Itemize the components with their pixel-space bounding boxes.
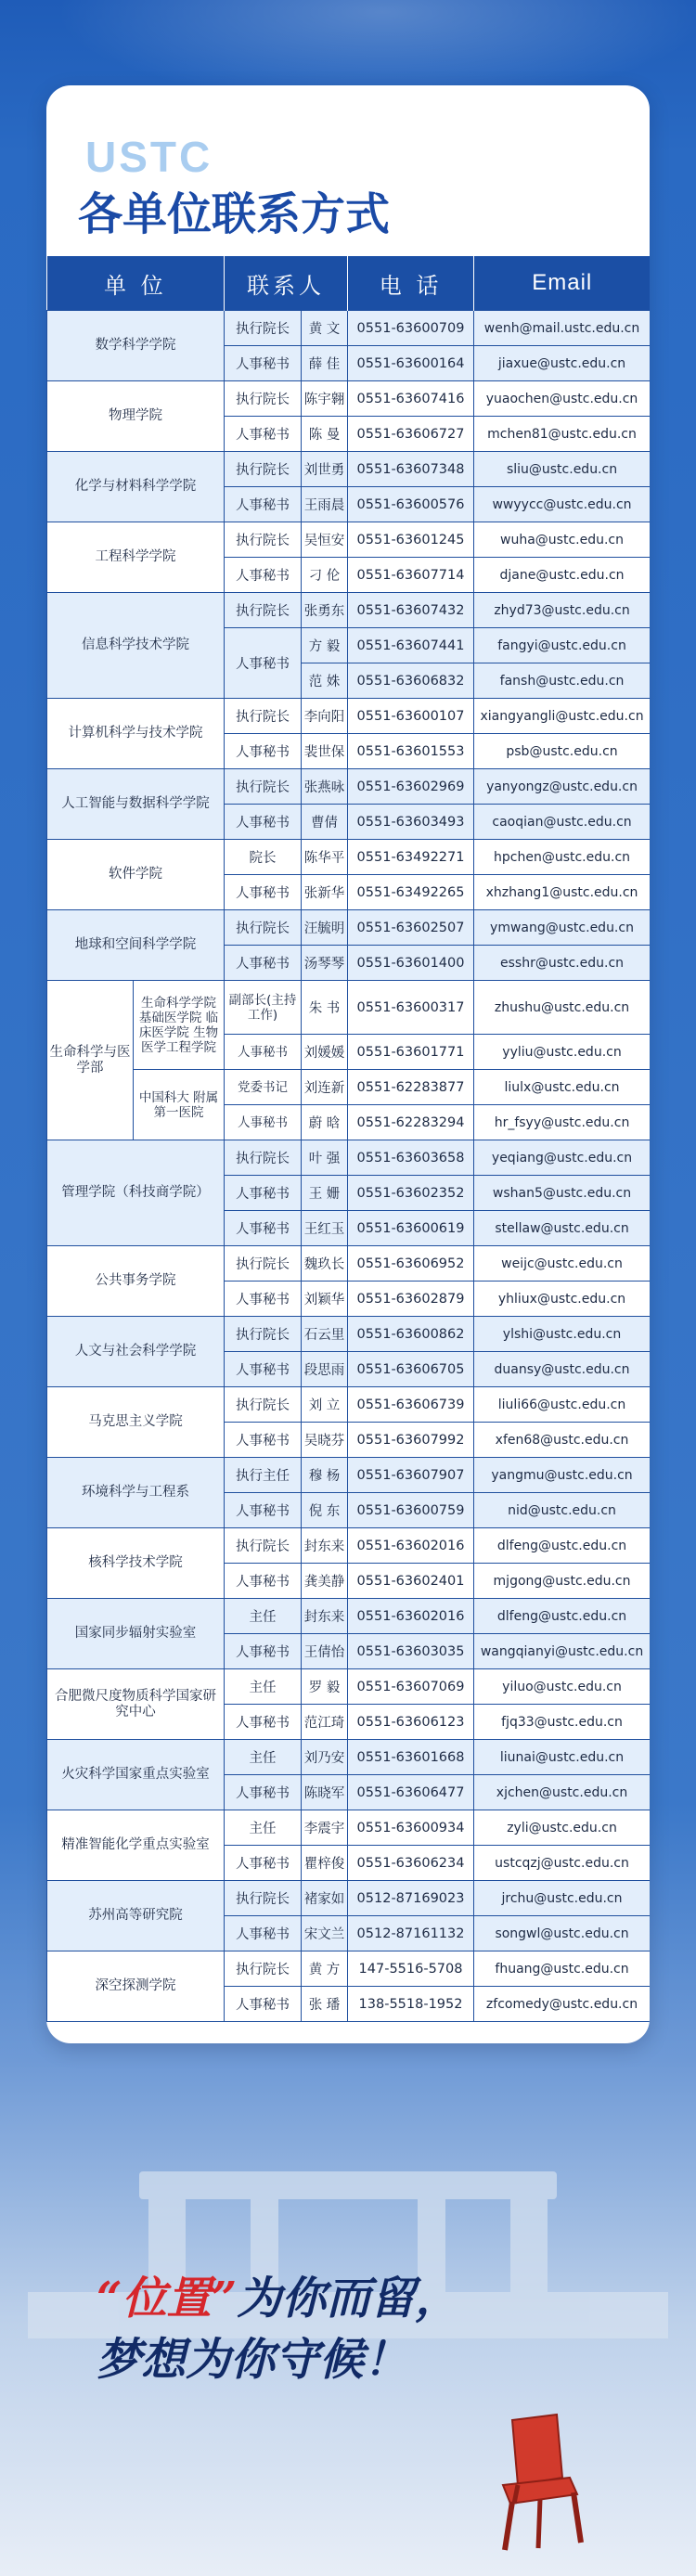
email-cell: stellaw@ustc.edu.cn xyxy=(474,1211,650,1246)
row-title-cell: 执行院长 xyxy=(225,1951,302,1987)
unit-name-cell: 人工智能与数据科学学院 xyxy=(47,769,225,840)
row-title-cell: 执行院长 xyxy=(225,1528,302,1564)
email-cell: sliu@ustc.edu.cn xyxy=(474,452,650,487)
slogan-quote-close: ” xyxy=(211,2273,238,2325)
phone-cell: 0551-63601668 xyxy=(348,1740,474,1775)
email-cell: fhuang@ustc.edu.cn xyxy=(474,1951,650,1987)
page-title: 各单位联系方式 xyxy=(78,188,391,240)
phone-cell: 0551-63602969 xyxy=(348,769,474,805)
table-row xyxy=(47,1317,651,1352)
sub-unit-cell: 中国科大 附属第一医院 xyxy=(134,1070,225,1140)
email-cell: yuaochen@ustc.edu.cn xyxy=(474,381,650,417)
phone-cell: 0551-63600107 xyxy=(348,699,474,734)
phone-cell: 0551-63606123 xyxy=(348,1705,474,1740)
contact-name-cell: 刘颖华 xyxy=(302,1282,348,1317)
contact-name-cell: 龚美静 xyxy=(302,1564,348,1599)
email-cell: hr_fsyy@ustc.edu.cn xyxy=(474,1105,650,1140)
row-title-cell: 人事秘书 xyxy=(225,1352,302,1387)
email-cell: jiaxue@ustc.edu.cn xyxy=(474,346,650,381)
row-title-cell: 人事秘书 xyxy=(225,1105,302,1140)
brand-text: USTC xyxy=(85,133,213,181)
contact-name-cell: 吴恒安 xyxy=(302,522,348,558)
table-row xyxy=(47,1528,651,1564)
contact-name-cell: 段思雨 xyxy=(302,1352,348,1387)
unit-name-cell: 深空探测学院 xyxy=(47,1951,225,2022)
email-cell: zhyd73@ustc.edu.cn xyxy=(474,593,650,628)
row-title-cell: 主任 xyxy=(225,1740,302,1775)
email-cell: caoqian@ustc.edu.cn xyxy=(474,805,650,840)
contact-name-cell: 张勇东 xyxy=(302,593,348,628)
phone-cell: 0551-63602016 xyxy=(348,1528,474,1564)
contact-name-cell: 裴世保 xyxy=(302,734,348,769)
row-title-cell: 人事秘书 xyxy=(225,1916,302,1951)
unit-name-cell: 合肥微尺度物质科学国家研究中心 xyxy=(47,1669,225,1740)
contact-name-cell: 封东来 xyxy=(302,1528,348,1564)
contact-name-cell: 刘乃安 xyxy=(302,1740,348,1775)
phone-cell: 0551-63603658 xyxy=(348,1140,474,1176)
row-title-cell: 主任 xyxy=(225,1810,302,1846)
row-title-cell: 人事秘书 xyxy=(225,1176,302,1211)
row-title-cell: 人事秘书 xyxy=(225,805,302,840)
table-row xyxy=(47,593,651,628)
row-title-cell: 人事秘书 xyxy=(225,1423,302,1458)
contact-name-cell: 陈宇翱 xyxy=(302,381,348,417)
phone-cell: 0551-63606234 xyxy=(348,1846,474,1881)
row-title-cell: 人事秘书 xyxy=(225,1705,302,1740)
row-title-cell: 人事秘书 xyxy=(225,1211,302,1246)
contact-name-cell: 王 姗 xyxy=(302,1176,348,1211)
unit-name-cell: 管理学院（科技商学院） xyxy=(47,1140,225,1246)
row-title-cell: 人事秘书 xyxy=(225,558,302,593)
unit-name-cell: 信息科学技术学院 xyxy=(47,593,225,699)
unit-name-cell: 工程科学学院 xyxy=(47,522,225,593)
email-cell: yiluo@ustc.edu.cn xyxy=(474,1669,650,1705)
contact-name-cell: 陈晓军 xyxy=(302,1775,348,1810)
contact-name-cell: 刘 立 xyxy=(302,1387,348,1423)
contact-name-cell: 蔚 晗 xyxy=(302,1105,348,1140)
contact-name-cell: 薛 佳 xyxy=(302,346,348,381)
row-title-cell: 执行院长 xyxy=(225,452,302,487)
contact-name-cell: 黄 文 xyxy=(302,311,348,346)
table-row xyxy=(47,452,651,487)
phone-cell: 0551-63601553 xyxy=(348,734,474,769)
email-cell: nid@ustc.edu.cn xyxy=(474,1493,650,1528)
contact-name-cell: 宋文兰 xyxy=(302,1916,348,1951)
row-title-cell: 人事秘书 xyxy=(225,1987,302,2022)
phone-cell: 0551-63601245 xyxy=(348,522,474,558)
email-cell: fangyi@ustc.edu.cn xyxy=(474,628,650,663)
phone-cell: 0551-63602016 xyxy=(348,1599,474,1634)
contact-name-cell: 魏玖长 xyxy=(302,1246,348,1282)
unit-name-cell: 软件学院 xyxy=(47,840,225,910)
email-cell: liulx@ustc.edu.cn xyxy=(474,1070,650,1105)
contact-name-cell: 倪 东 xyxy=(302,1493,348,1528)
col-header-phone: 电 话 xyxy=(348,256,474,311)
contact-name-cell: 刘媛媛 xyxy=(302,1035,348,1070)
unit-name-cell: 化学与材料科学学院 xyxy=(47,452,225,522)
phone-cell: 0551-63600934 xyxy=(348,1810,474,1846)
row-title-cell: 执行院长 xyxy=(225,1317,302,1352)
contact-name-cell: 张 璠 xyxy=(302,1987,348,2022)
row-title-cell: 执行院长 xyxy=(225,1246,302,1282)
phone-cell: 0551-63600576 xyxy=(348,487,474,522)
card-header xyxy=(46,85,650,256)
phone-cell: 0551-63607348 xyxy=(348,452,474,487)
email-cell: fjq33@ustc.edu.cn xyxy=(474,1705,650,1740)
email-cell: wenh@mail.ustc.edu.cn xyxy=(474,311,650,346)
red-chair-icon xyxy=(484,2413,586,2552)
row-title-cell: 执行院长 xyxy=(225,1387,302,1423)
col-header-unit: 单 位 xyxy=(47,256,225,311)
phone-cell: 0551-63606832 xyxy=(348,663,474,699)
email-cell: zhushu@ustc.edu.cn xyxy=(474,981,650,1035)
row-title-cell: 人事秘书 xyxy=(225,1035,302,1070)
contact-name-cell: 王雨晨 xyxy=(302,487,348,522)
unit-name-cell: 计算机科学与技术学院 xyxy=(47,699,225,769)
table-row xyxy=(47,769,651,805)
phone-cell: 0551-63607714 xyxy=(348,558,474,593)
row-title-cell: 人事秘书 xyxy=(225,1493,302,1528)
row-title-cell: 执行主任 xyxy=(225,1458,302,1493)
table-row xyxy=(47,311,651,346)
row-title-cell: 人事秘书 xyxy=(225,346,302,381)
contact-name-cell: 汪毓明 xyxy=(302,910,348,946)
phone-cell: 0551-63603035 xyxy=(348,1634,474,1669)
row-title-cell: 人事秘书 xyxy=(225,734,302,769)
email-cell: djane@ustc.edu.cn xyxy=(474,558,650,593)
slogan-quote-open: “ xyxy=(97,2273,122,2325)
contact-name-cell: 张新华 xyxy=(302,875,348,910)
phone-cell: 0551-63602879 xyxy=(348,1282,474,1317)
email-cell: ymwang@ustc.edu.cn xyxy=(474,910,650,946)
email-cell: esshr@ustc.edu.cn xyxy=(474,946,650,981)
row-title-cell: 执行院长 xyxy=(225,311,302,346)
email-cell: mchen81@ustc.edu.cn xyxy=(474,417,650,452)
contact-name-cell: 刁 伦 xyxy=(302,558,348,593)
email-cell: yeqiang@ustc.edu.cn xyxy=(474,1140,650,1176)
email-cell: liuli66@ustc.edu.cn xyxy=(474,1387,650,1423)
table-row xyxy=(47,1951,651,1987)
email-cell: ylshi@ustc.edu.cn xyxy=(474,1317,650,1352)
email-cell: psb@ustc.edu.cn xyxy=(474,734,650,769)
row-title-cell: 人事秘书 xyxy=(225,628,302,699)
contact-name-cell: 陈华平 xyxy=(302,840,348,875)
contact-name-cell: 范江琦 xyxy=(302,1705,348,1740)
unit-name-cell: 地球和空间科学学院 xyxy=(47,910,225,981)
table-row xyxy=(47,699,651,734)
phone-cell: 0551-62283877 xyxy=(348,1070,474,1105)
contact-name-cell: 刘世勇 xyxy=(302,452,348,487)
contact-card xyxy=(46,85,650,2043)
col-header-contact: 联系人 xyxy=(225,256,348,311)
table-row xyxy=(47,1810,651,1846)
contact-name-cell: 刘连新 xyxy=(302,1070,348,1105)
row-title-cell: 院长 xyxy=(225,840,302,875)
table-row xyxy=(47,840,651,875)
phone-cell: 0551-63607416 xyxy=(348,381,474,417)
row-title-cell: 执行院长 xyxy=(225,593,302,628)
phone-cell: 0551-63492265 xyxy=(348,875,474,910)
row-title-cell: 执行院长 xyxy=(225,381,302,417)
table-row xyxy=(47,1669,651,1705)
email-cell: jrchu@ustc.edu.cn xyxy=(474,1881,650,1916)
email-cell: hpchen@ustc.edu.cn xyxy=(474,840,650,875)
email-cell: yanyongz@ustc.edu.cn xyxy=(474,769,650,805)
row-title-cell: 人事秘书 xyxy=(225,875,302,910)
phone-cell: 0551-63606952 xyxy=(348,1246,474,1282)
row-title-cell: 党委书记 xyxy=(225,1070,302,1105)
phone-cell: 0551-62283294 xyxy=(348,1105,474,1140)
unit-name-cell: 苏州高等研究院 xyxy=(47,1881,225,1951)
email-cell: wangqianyi@ustc.edu.cn xyxy=(474,1634,650,1669)
table-row xyxy=(47,1740,651,1775)
email-cell: xfen68@ustc.edu.cn xyxy=(474,1423,650,1458)
row-title-cell: 执行院长 xyxy=(225,1140,302,1176)
phone-cell: 138-5518-1952 xyxy=(348,1987,474,2022)
email-cell: mjgong@ustc.edu.cn xyxy=(474,1564,650,1599)
unit-name-cell: 数学科学学院 xyxy=(47,311,225,381)
email-cell: xhzhang1@ustc.edu.cn xyxy=(474,875,650,910)
contact-name-cell: 曹倩 xyxy=(302,805,348,840)
phone-cell: 0551-63600862 xyxy=(348,1317,474,1352)
row-title-cell: 主任 xyxy=(225,1669,302,1705)
contact-name-cell: 方 毅 xyxy=(302,628,348,663)
row-title-cell: 执行院长 xyxy=(225,910,302,946)
phone-cell: 0551-63600164 xyxy=(348,346,474,381)
row-title-cell: 人事秘书 xyxy=(225,1775,302,1810)
email-cell: xjchen@ustc.edu.cn xyxy=(474,1775,650,1810)
unit-name-cell: 火灾科学国家重点实验室 xyxy=(47,1740,225,1810)
unit-name-cell: 物理学院 xyxy=(47,381,225,452)
table-row xyxy=(47,1387,651,1423)
row-title-cell: 人事秘书 xyxy=(225,417,302,452)
row-title-cell: 人事秘书 xyxy=(225,1282,302,1317)
slogan xyxy=(97,2268,459,2390)
email-cell: wshan5@ustc.edu.cn xyxy=(474,1176,650,1211)
email-cell: duansy@ustc.edu.cn xyxy=(474,1352,650,1387)
unit-name-cell: 环境科学与工程系 xyxy=(47,1458,225,1528)
email-cell: dlfeng@ustc.edu.cn xyxy=(474,1528,650,1564)
email-cell: yyliu@ustc.edu.cn xyxy=(474,1035,650,1070)
table-row xyxy=(47,381,651,417)
contact-name-cell: 王倩怡 xyxy=(302,1634,348,1669)
row-title-cell: 人事秘书 xyxy=(225,1846,302,1881)
contact-name-cell: 穆 杨 xyxy=(302,1458,348,1493)
phone-cell: 0551-63600759 xyxy=(348,1493,474,1528)
phone-cell: 0551-63600619 xyxy=(348,1211,474,1246)
contact-name-cell: 陈 曼 xyxy=(302,417,348,452)
contact-name-cell: 封东来 xyxy=(302,1599,348,1634)
row-title-cell: 执行院长 xyxy=(225,769,302,805)
contact-name-cell: 李震宇 xyxy=(302,1810,348,1846)
table-row xyxy=(47,981,651,1035)
row-title-cell: 人事秘书 xyxy=(225,946,302,981)
unit-name-cell: 生命科学与医学部 xyxy=(47,981,134,1140)
unit-name-cell: 国家同步辐射实验室 xyxy=(47,1599,225,1669)
email-cell: yhliux@ustc.edu.cn xyxy=(474,1282,650,1317)
phone-cell: 0551-63603493 xyxy=(348,805,474,840)
email-cell: songwl@ustc.edu.cn xyxy=(474,1916,650,1951)
table-row xyxy=(47,1458,651,1493)
email-cell: fansh@ustc.edu.cn xyxy=(474,663,650,699)
table-header-row xyxy=(47,256,651,311)
contact-name-cell: 褚家如 xyxy=(302,1881,348,1916)
table-row xyxy=(47,1140,651,1176)
email-cell: weijc@ustc.edu.cn xyxy=(474,1246,650,1282)
contact-name-cell: 瞿梓俊 xyxy=(302,1846,348,1881)
contacts-table xyxy=(46,256,650,2022)
row-title-cell: 执行院长 xyxy=(225,1881,302,1916)
phone-cell: 0551-63607069 xyxy=(348,1669,474,1705)
unit-name-cell: 核科学技术学院 xyxy=(47,1528,225,1599)
contact-name-cell: 吴晓芬 xyxy=(302,1423,348,1458)
phone-cell: 0551-63606477 xyxy=(348,1775,474,1810)
sub-unit-cell: 生命科学学院 基础医学院 临床医学院 生物医学工程学院 xyxy=(134,981,225,1070)
row-title-cell: 主任 xyxy=(225,1599,302,1634)
email-cell: liunai@ustc.edu.cn xyxy=(474,1740,650,1775)
email-cell: ustcqzj@ustc.edu.cn xyxy=(474,1846,650,1881)
phone-cell: 0551-63607441 xyxy=(348,628,474,663)
contact-name-cell: 王红玉 xyxy=(302,1211,348,1246)
email-cell: xiangyangli@ustc.edu.cn xyxy=(474,699,650,734)
row-title-cell: 执行院长 xyxy=(225,522,302,558)
email-cell: wwyycc@ustc.edu.cn xyxy=(474,487,650,522)
phone-cell: 0551-63600709 xyxy=(348,311,474,346)
phone-cell: 147-5516-5708 xyxy=(348,1951,474,1987)
phone-cell: 0551-63602352 xyxy=(348,1176,474,1211)
phone-cell: 0512-87161132 xyxy=(348,1916,474,1951)
table-row xyxy=(47,1070,651,1105)
contact-name-cell: 石云里 xyxy=(302,1317,348,1352)
contact-name-cell: 黄 方 xyxy=(302,1951,348,1987)
email-cell: dlfeng@ustc.edu.cn xyxy=(474,1599,650,1634)
phone-cell: 0551-63606739 xyxy=(348,1387,474,1423)
unit-name-cell: 马克思主义学院 xyxy=(47,1387,225,1458)
row-title-cell: 副部长(主持工作) xyxy=(225,981,302,1035)
slogan-line-1 xyxy=(97,2268,459,2329)
table-row xyxy=(47,522,651,558)
contact-name-cell: 范 姝 xyxy=(302,663,348,699)
slogan-line-2: 梦想为你守候！ xyxy=(97,2334,409,2386)
email-cell: zfcomedy@ustc.edu.cn xyxy=(474,1987,650,2022)
contact-name-cell: 叶 强 xyxy=(302,1140,348,1176)
row-title-cell: 人事秘书 xyxy=(225,1634,302,1669)
contact-name-cell: 李向阳 xyxy=(302,699,348,734)
phone-cell: 0551-63602401 xyxy=(348,1564,474,1599)
slogan-line-1-rest: 为你而留， xyxy=(237,2273,460,2325)
contact-name-cell: 朱 书 xyxy=(302,981,348,1035)
phone-cell: 0551-63606705 xyxy=(348,1352,474,1387)
row-title-cell: 人事秘书 xyxy=(225,487,302,522)
phone-cell: 0551-63600317 xyxy=(348,981,474,1035)
unit-name-cell: 公共事务学院 xyxy=(47,1246,225,1317)
phone-cell: 0551-63607907 xyxy=(348,1458,474,1493)
table-row xyxy=(47,1881,651,1916)
email-cell: zyli@ustc.edu.cn xyxy=(474,1810,650,1846)
phone-cell: 0551-63492271 xyxy=(348,840,474,875)
col-header-email: Email xyxy=(474,256,650,311)
row-title-cell: 人事秘书 xyxy=(225,1564,302,1599)
row-title-cell: 执行院长 xyxy=(225,699,302,734)
unit-name-cell: 人文与社会科学学院 xyxy=(47,1317,225,1387)
phone-cell: 0551-63606727 xyxy=(348,417,474,452)
contact-name-cell: 汤琴琴 xyxy=(302,946,348,981)
email-cell: yangmu@ustc.edu.cn xyxy=(474,1458,650,1493)
phone-cell: 0551-63601771 xyxy=(348,1035,474,1070)
phone-cell: 0551-63607992 xyxy=(348,1423,474,1458)
contact-name-cell: 罗 毅 xyxy=(302,1669,348,1705)
contact-name-cell: 张燕咏 xyxy=(302,769,348,805)
unit-name-cell: 精准智能化学重点实验室 xyxy=(47,1810,225,1881)
table-row xyxy=(47,910,651,946)
table-row xyxy=(47,1246,651,1282)
phone-cell: 0551-63602507 xyxy=(348,910,474,946)
email-cell: wuha@ustc.edu.cn xyxy=(474,522,650,558)
phone-cell: 0512-87169023 xyxy=(348,1881,474,1916)
slogan-highlight: 位置 xyxy=(122,2273,212,2325)
table-row xyxy=(47,1599,651,1634)
phone-cell: 0551-63601400 xyxy=(348,946,474,981)
phone-cell: 0551-63607432 xyxy=(348,593,474,628)
